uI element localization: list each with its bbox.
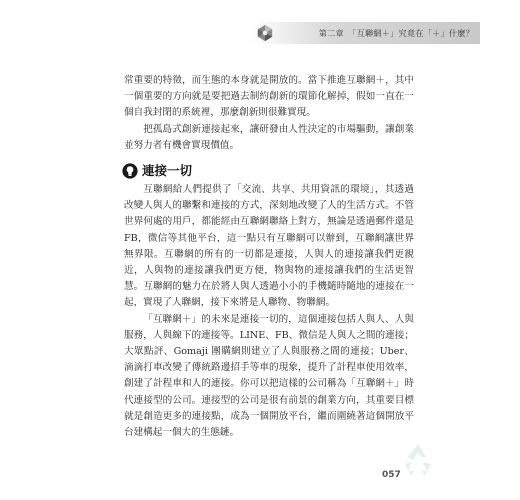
paragraph: 「互聯網＋」的未來是連接一切的，這個連接包括人與人、人與服務，人與線下的連接等。LINE、FB、微信是人與人之間的連接；大眾點評、Gomaji 團購網則建立了人與服務之間的連接；Uber、滴滴打車改變了傳統路邊招手等車的現象，提升了計程車使用效率，創建了計程車和人的連接。你可以把這樣的公司稱為「互聯網＋」時代連接型的公司。連接型的公司是很有前景的創業方向，其重要目標就是創造更多的連接點，成為一個開放平台，繼而圍繞著這個開放平台建構起一個大的生態鏈。 bbox=[124, 313, 414, 439]
paragraph: 把孤島式創新連接起來，讓研發由人性決定的市場驅動，讓創業並努力者有機會實現價值。 bbox=[124, 123, 414, 151]
gear-gem-icon bbox=[256, 24, 274, 42]
section-heading bbox=[122, 162, 414, 180]
page-number: 057 bbox=[382, 470, 401, 480]
chapter-title: 第二章 「互聯網＋」究竟在「＋」什麼？ bbox=[318, 27, 474, 38]
lightbulb-icon bbox=[122, 163, 138, 179]
running-header bbox=[250, 22, 480, 44]
paragraph: 互聯網給人們提供了「交流、共享、共用資訊的環境」，其透過改變人與人的聯繫和連接的方式，深刻地改變了人的生活方式。不管世界何處的用戶，都能經由互聯網聯絡上對方，無論是透過郵件還是 FB，微信等其他平台，這一點只有互聯網可以辦到，互聯網讓世界無界限。互聯網的所有的一切都是連接，人與人的連接讓我們更親近，人與物的連接讓我們更方便，物與物的連接讓我們的生活更智慧。互聯網的魅力在於將人與人透過小小的手機隨時隨地的連接在一起，實現了人聯網，接下來將是人聯物、物聯網。 bbox=[124, 184, 414, 309]
section-title: 連接一切 bbox=[142, 162, 193, 178]
body-text bbox=[124, 73, 414, 441]
paragraph: 常重要的特徵，而生態的本身就是開放的。當下推進互聯網＋，其中一個重要的方向就是要把過去制約創新的環節化解掉，假如一直在一個自我封閉的系統裡，那麼創新則很難實現。 bbox=[124, 75, 414, 119]
recycle-icon bbox=[398, 440, 438, 480]
